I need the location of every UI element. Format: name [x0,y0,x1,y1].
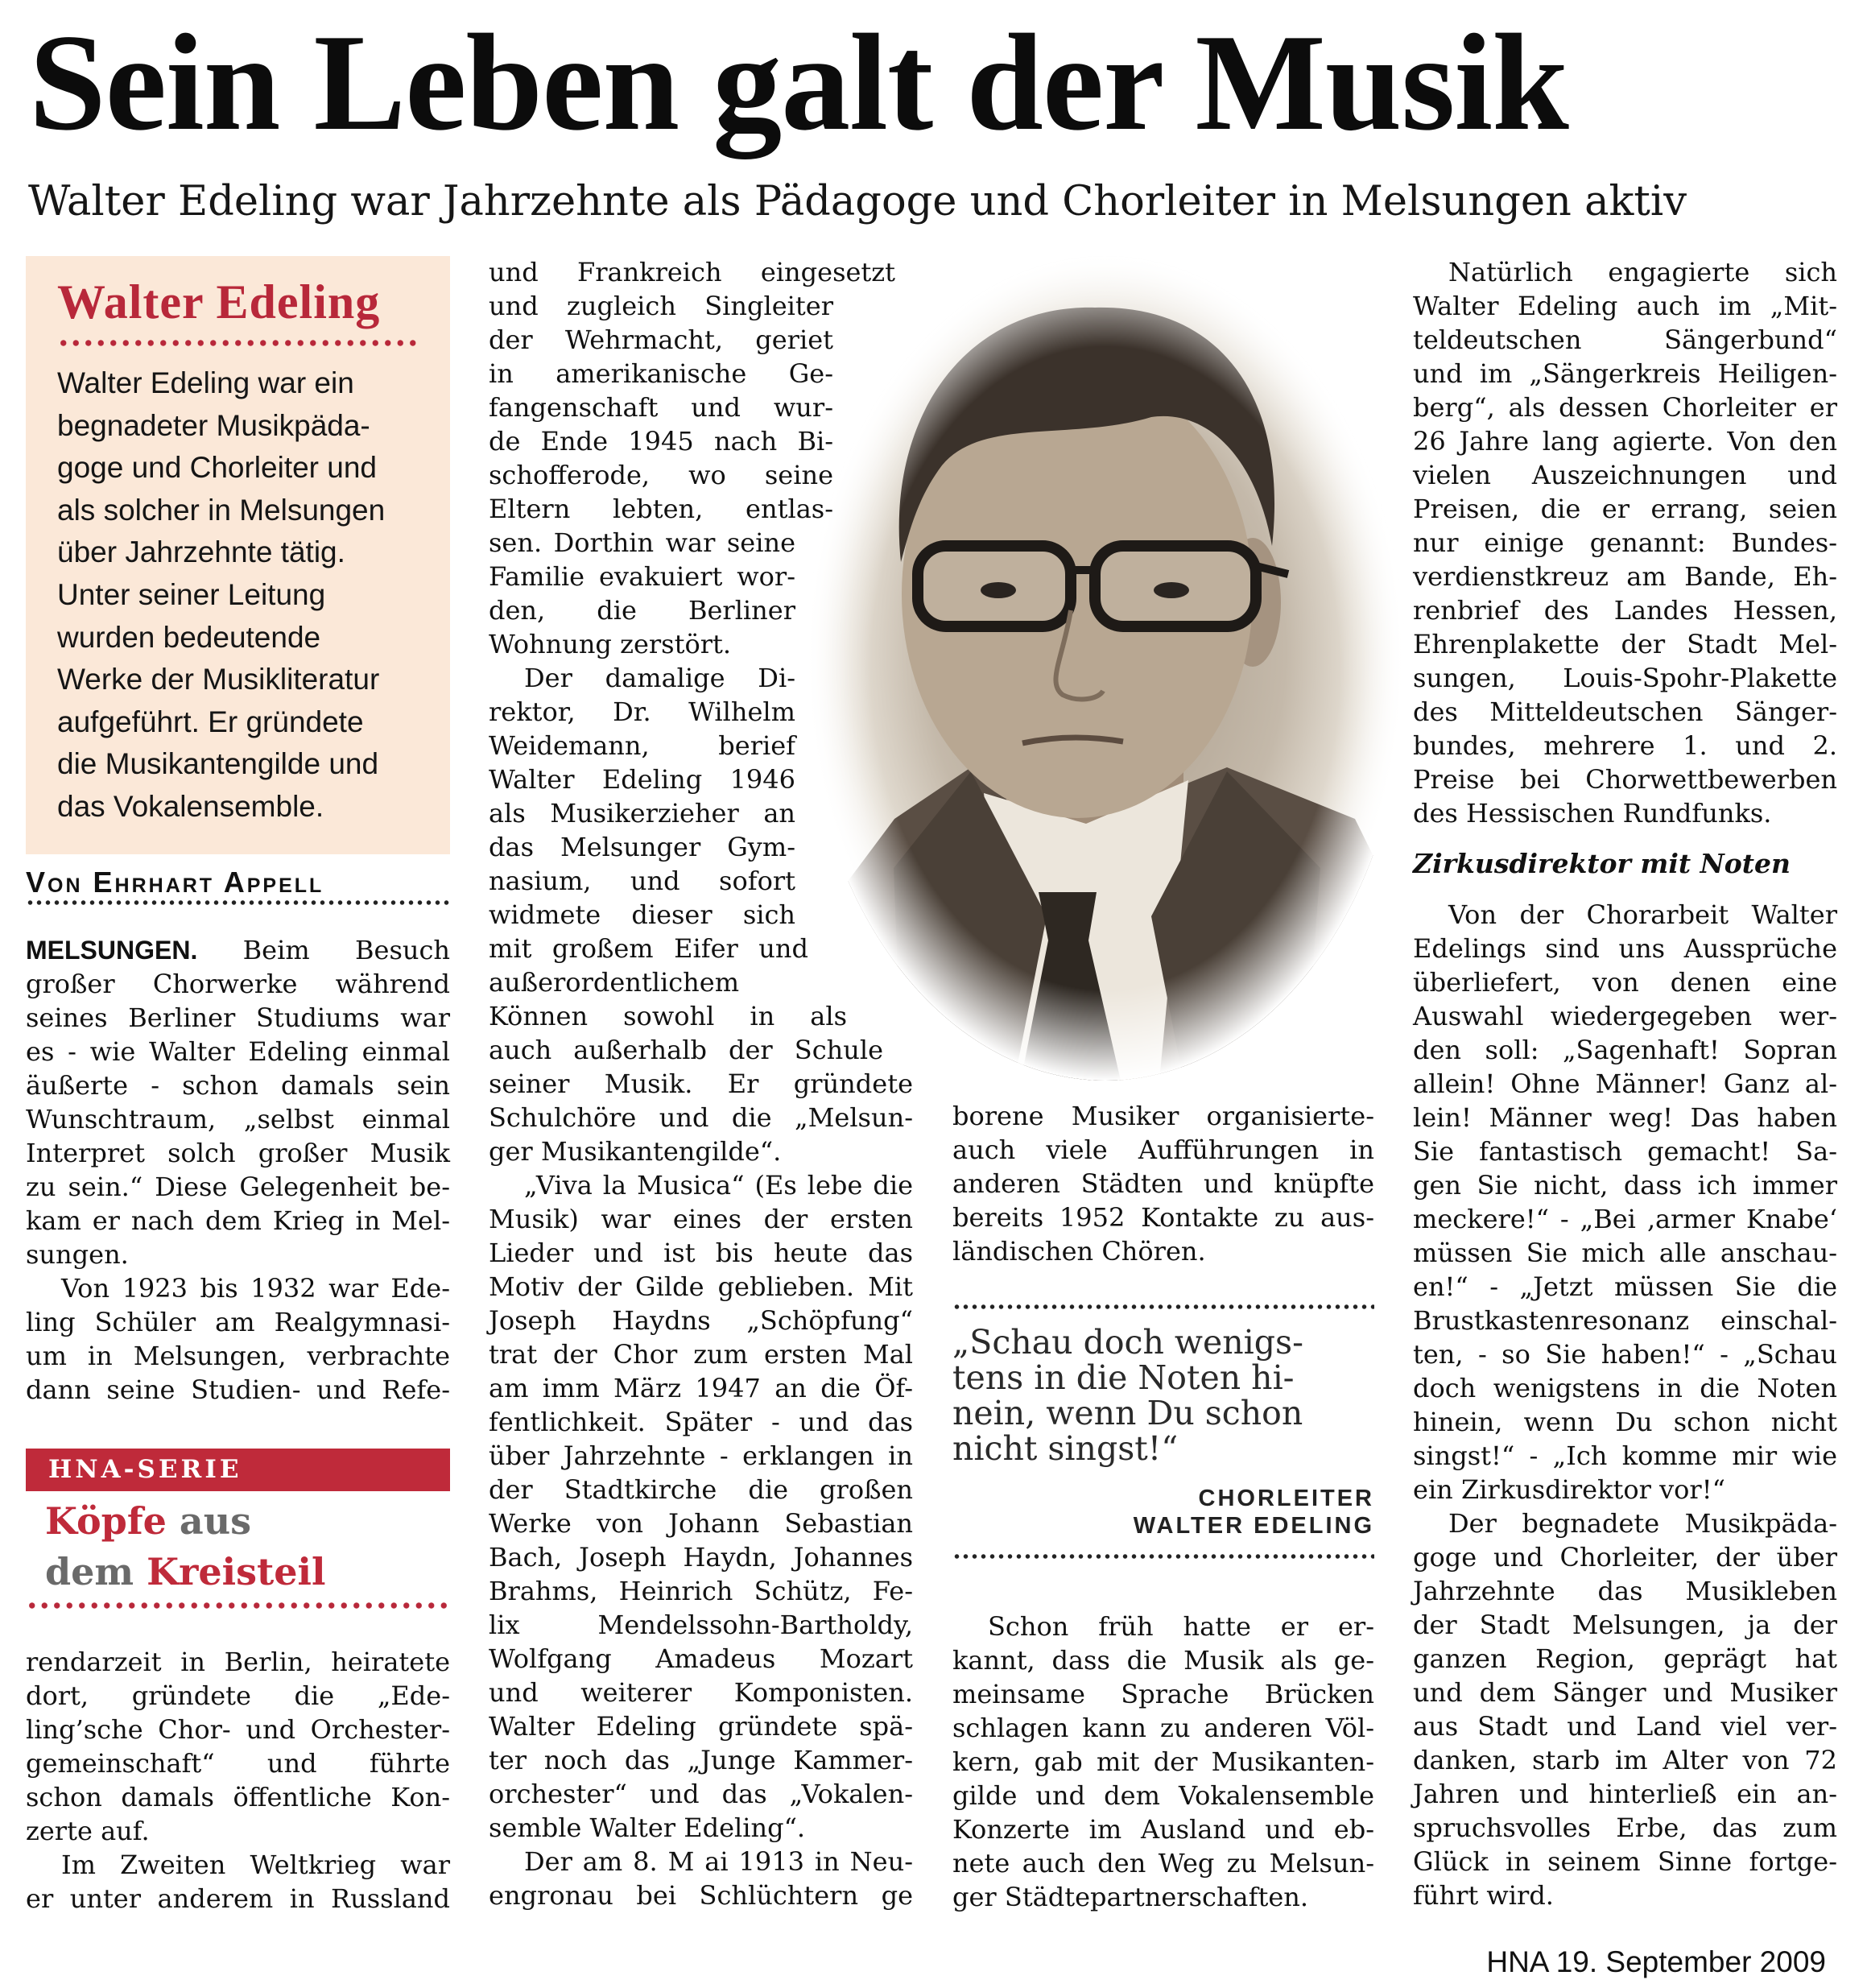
text-line: ter noch das „Junge Kammer- [489,1745,913,1775]
article-column-1-bottom [26,1645,450,1916]
series-title [45,1496,325,1597]
text-line: lix Mendelssohn-Bartholdy, [489,1610,913,1640]
text-line: Bach, Joseph Haydn, Johannes [489,1542,913,1573]
text-line: den, die Berliner [489,595,795,626]
text-line: Brahms, Heinrich Schütz, Fe- [489,1576,913,1606]
text-line: mit großem Eifer und [489,933,808,964]
text-line: anderen Städten und knüpfte [952,1168,1374,1199]
subheadline: Walter Edeling war Jahrzehnte als Pädagoge und Chorleiter in Melsungen aktiv [28,178,1687,225]
text-line: berg“, als dessen Chorleiter er [1413,392,1837,423]
text-line: meinsame Sprache Brücken [952,1679,1374,1709]
text-line: rektor, Dr. Wilhelm [489,696,795,727]
text-line: fangenschaft und wur- [489,392,833,423]
text-line: engronau bei Schlüchtern ge [489,1880,913,1911]
text-line: gen Sie nicht, dass ich immer [1413,1170,1837,1201]
text-line: Wolfgang Amadeus Mozart [489,1643,913,1674]
text-line: Walter Edeling auch im „Mit- [1413,291,1837,321]
series-word: dem [45,1550,134,1593]
info-box [26,256,450,854]
text-line: Auswahl wiedergegeben wer- [1413,1001,1837,1031]
text-line: Der am 8. M ai 1913 in Neu- [524,1846,913,1877]
article-column-1-top [26,933,450,1407]
info-box-line: goge und Chorleiter und [57,451,378,485]
text-line: nur einige genannt: Bundes- [1413,527,1837,558]
info-box-line: begnadeter Musikpäda- [57,408,370,442]
text-line: Natürlich engagierte sich [1448,257,1837,287]
info-box-title: Walter Edeling [57,275,381,329]
text-line: Konzerte im Ausland und eb- [952,1814,1374,1845]
text-line: 26 Jahre lang agierte. Von den [1413,426,1837,457]
text-line: Schon früh hatte er er- [988,1611,1374,1642]
text-line: Preisen, die er errang, seien [1413,494,1837,524]
text-line: bereits 1952 Kontakte zu aus- [952,1202,1374,1233]
text-line: Von 1923 bis 1932 war Ede- [61,1273,450,1304]
text-line: goge und Chorleiter, der über [1413,1542,1837,1573]
text-line: ger Städtepartnerschaften. [952,1882,1309,1912]
text-line: des Mitteldeutschen Sänger- [1413,696,1837,727]
text-line: vielen Auszeichnungen und [1413,460,1837,490]
text-line: ganzen Region, geprägt hat [1413,1643,1837,1674]
series-word: Kreisteil [147,1550,326,1593]
text-line: hinein, wenn Du schon nicht [1413,1407,1837,1437]
text-line: zerte auf. [26,1816,150,1846]
text-line: und im „Sängerkreis Heiligen- [1413,358,1837,389]
text-line: als Musikerzieher an [489,798,795,829]
series-word: Köpfe [45,1499,167,1543]
text-line: Motiv der Gilde geblieben. Mit [489,1271,913,1302]
text-line: Eltern lebten, entlas- [489,494,833,524]
text-line: doch wenigstens in die Noten [1413,1373,1837,1403]
text-line: ling’sche Chor- und Orchester- [26,1714,450,1745]
info-box-line: Unter seiner Leitung [57,577,326,611]
series-label: HNA-SERIE [48,1455,242,1484]
text-line: fentlichkeit. Später - und das [489,1407,913,1437]
dotted-divider [26,1602,450,1610]
text-line: meckere!“ - „Bei ‚armer Knabe‘ [1413,1204,1837,1234]
article-column-3-top [952,1099,1374,1268]
text-line: Brustkastenresonanz einschal- [1413,1305,1837,1336]
text-line: widmete dieser sich [489,899,795,930]
text-line: Schulchöre und die „Melsun- [489,1102,913,1133]
dotted-divider [952,1553,1374,1560]
text-line: der Stadt Melsungen, ja der [1413,1610,1837,1640]
text-line: es - wie Walter Edeling einmal [26,1036,450,1067]
text-line: ein Zirkusdirektor vor!“ [1413,1474,1725,1505]
text-line: renbrief des Landes Hessen, [1413,595,1837,626]
text-line: der Wehrmacht, geriet [489,324,833,355]
text-line: um in Melsungen, verbrachte [26,1341,450,1371]
text-line: de Ende 1945 nach Bi- [489,426,833,457]
text-line: überliefert, von denen eine [1413,967,1837,998]
info-box-line: das Vokalensemble. [57,789,324,823]
text-line: Werke von Johann Sebastian [489,1508,913,1539]
text-line: orchester“ und das „Vokalen- [489,1779,913,1809]
text-line: dann seine Studien- und Refe- [26,1374,450,1405]
text-line: Preise bei Chorwettbewerben [1413,764,1837,795]
text-line: MELSUNGEN. Beim Besuch [26,935,450,965]
pull-quote [952,1325,1374,1466]
text-line: danken, starb im Alter von 72 [1413,1745,1837,1775]
text-line: rendarzeit in Berlin, heiratete [26,1647,450,1677]
info-box-line: aufgeführt. Er gründete [57,705,364,738]
text-line: nete auch den Weg zu Melsun- [952,1848,1374,1878]
text-line: Joseph Haydns „Schöpfung“ [489,1305,913,1336]
article-column-3-bottom [952,1610,1374,1914]
text-line: Walter Edeling 1946 [489,764,795,795]
headline: Sein Leben galt der Musik [29,6,1568,159]
text-line: Ehrenplakette der Stadt Mel- [1413,629,1837,659]
text-line: sungen, Louis-Spohr-Plakette [1413,663,1837,693]
info-box-text [57,362,444,829]
text-line: Der begnadete Musikpäda- [1448,1508,1837,1539]
pull-quote-attribution [952,1485,1374,1540]
text-line: Wohnung zerstört. [489,629,732,659]
text-line: Familie evakuiert wor- [489,561,795,592]
text-line: Von der Chorarbeit Walter [1448,899,1837,930]
info-box-line: die Musikantengilde und [57,747,379,781]
text-line: er unter anderem in Russland [26,1883,450,1914]
text-line: dort, gründete die „Ede- [26,1680,450,1711]
text-line: Interpret solch großer Musik [26,1138,450,1168]
text-line: und dem Sänger und Musiker [1413,1677,1837,1708]
text-line: teldeutschen Sängerbund“ [1413,324,1837,355]
series-label-bar [26,1449,450,1491]
text-line: Weidemann, berief [489,730,795,761]
text-line: in amerikanische Ge- [489,358,833,389]
text-line: „Viva la Musica“ (Es lebe die [524,1170,913,1201]
text-line: außerordentlichem [489,967,740,998]
info-box-line: wurden bedeutende [57,620,321,654]
section-subheading: Zirkusdirektor mit Noten [1413,848,1791,879]
text-line: Wunschtraum, „selbst einmal [26,1104,450,1135]
article-column-4 [1413,255,1837,1912]
text-line: Sie fantastisch gemacht! Sa- [1413,1136,1837,1167]
text-line: ling Schüler am Realgymnasi- [26,1307,450,1337]
info-box-line: Werke der Musikliteratur [57,663,380,696]
dateline: MELSUNGEN. [26,936,198,965]
text-line: Im Zweiten Weltkrieg war [61,1850,450,1880]
text-line: und Frankreich eingesetzt [489,257,895,287]
text-line: gemeinschaft“ und führte [26,1748,450,1779]
text-line: allein! Ohne Männer! Ganz al- [1413,1068,1837,1099]
text-line: Der damalige Di- [524,663,795,693]
text-line: singst!“ - „Ich komme mir wie [1413,1440,1837,1471]
attribution-role: CHORLEITER [1198,1486,1374,1511]
text-line: seines Berliner Studiums war [26,1002,450,1033]
text-line: ger Musikantengilde“. [489,1136,782,1167]
text-line: kern, gab mit der Musikanten- [952,1746,1374,1777]
text-line: ten, - so Sie haben!“ - „Schau [1413,1339,1837,1370]
dotted-divider [57,339,421,347]
info-box-line: als solcher in Melsungen [57,493,386,527]
text-line: und zugleich Singleiter [489,291,833,321]
text-line: des Hessischen Rundfunks. [1413,798,1772,829]
text-line: ländischen Chören. [952,1236,1206,1267]
text-line: lein! Männer weg! Das haben [1413,1102,1837,1133]
pull-quote-line: „Schau doch wenigs- [952,1323,1303,1362]
text-line: müssen Sie mich alle anschau- [1413,1238,1837,1268]
text-line: Können sowohl in als [489,1001,847,1031]
dotted-divider [26,899,450,906]
text-line: großer Chorwerke während [26,969,450,999]
info-box-line: über Jahrzehnte tätig. [57,535,345,569]
text-line: semble Walter Edeling“. [489,1812,806,1843]
text-line: nasium, und sofort [489,866,795,896]
text-line: verdienstkreuz am Bande, Eh- [1413,561,1837,592]
text-line: über Jahrzehnte - erklangen in [489,1440,913,1471]
text-line: gilde und dem Vokalensemble [952,1780,1374,1811]
text-line: das Melsunger Gym- [489,832,795,862]
text-line: spruchsvolles Erbe, das zum [1413,1812,1837,1843]
text-line: seiner Musik. Er gründete [489,1068,913,1099]
text-line: Jahren und hinterließ ein an- [1413,1779,1837,1809]
text-line: aus Stadt und Land viel ver- [1413,1711,1837,1742]
text-line: äußerte - schon damals sein [26,1070,450,1101]
text-line: am imm März 1947 an die Öf- [489,1373,913,1403]
text-line: kam er nach dem Krieg in Mel- [26,1205,450,1236]
text-line: schofferode, wo seine [489,460,833,490]
dotted-divider [952,1304,1374,1310]
text-line: sen. Dorthin war seine [489,527,795,558]
text-line: der Stadtkirche die großen [489,1474,913,1505]
text-line: schon damals öffentliche Kon- [26,1782,450,1812]
text-line: und weiterer Komponisten. [489,1677,913,1708]
attribution-name: WALTER EDELING [1133,1513,1374,1539]
text-line: den soll: „Sagenhaft! Sopran [1413,1035,1837,1065]
text-line: führt wird. [1413,1880,1554,1911]
text-line: trat der Chor zum ersten Mal [489,1339,913,1370]
text-line: schlagen kann zu anderen Völ- [952,1713,1374,1743]
text-line: borene Musiker organisierte- [952,1101,1374,1131]
text-line: Walter Edeling gründete spä- [489,1711,913,1742]
text-line: kannt, dass die Musik als ge- [952,1645,1374,1676]
text-line: zu sein.“ Diese Gelegenheit be- [26,1172,450,1202]
article-column-2 [489,255,913,1912]
text-line: Musik) war eines der ersten [489,1204,913,1234]
text-line: sungen. [26,1239,129,1270]
text-line: Glück in seinem Sinne fortge- [1413,1846,1837,1877]
pull-quote-line: nicht singst!“ [952,1429,1179,1468]
text-line: Edelings sind uns Aussprüche [1413,933,1837,964]
text-line: auch außerhalb der Schule [489,1035,883,1065]
source-date-footer: HNA 19. September 2009 [1486,1945,1826,1978]
text-line: Lieder und ist bis heute das [489,1238,913,1268]
pull-quote-line: nein, wenn Du schon [952,1394,1303,1432]
text-line: bundes, mehrere 1. und 2. [1413,730,1837,761]
byline: Von Ehrhart Appell [26,866,324,899]
text-line: auch viele Aufführungen in [952,1135,1374,1165]
series-word: aus [179,1499,252,1543]
text-line: Jahrzehnte das Musikleben [1413,1576,1837,1606]
info-box-line: Walter Edeling war ein [57,366,354,399]
text-line: en!“ - „Jetzt müssen Sie die [1413,1271,1837,1302]
pull-quote-line: tens in die Noten hi- [952,1358,1295,1397]
